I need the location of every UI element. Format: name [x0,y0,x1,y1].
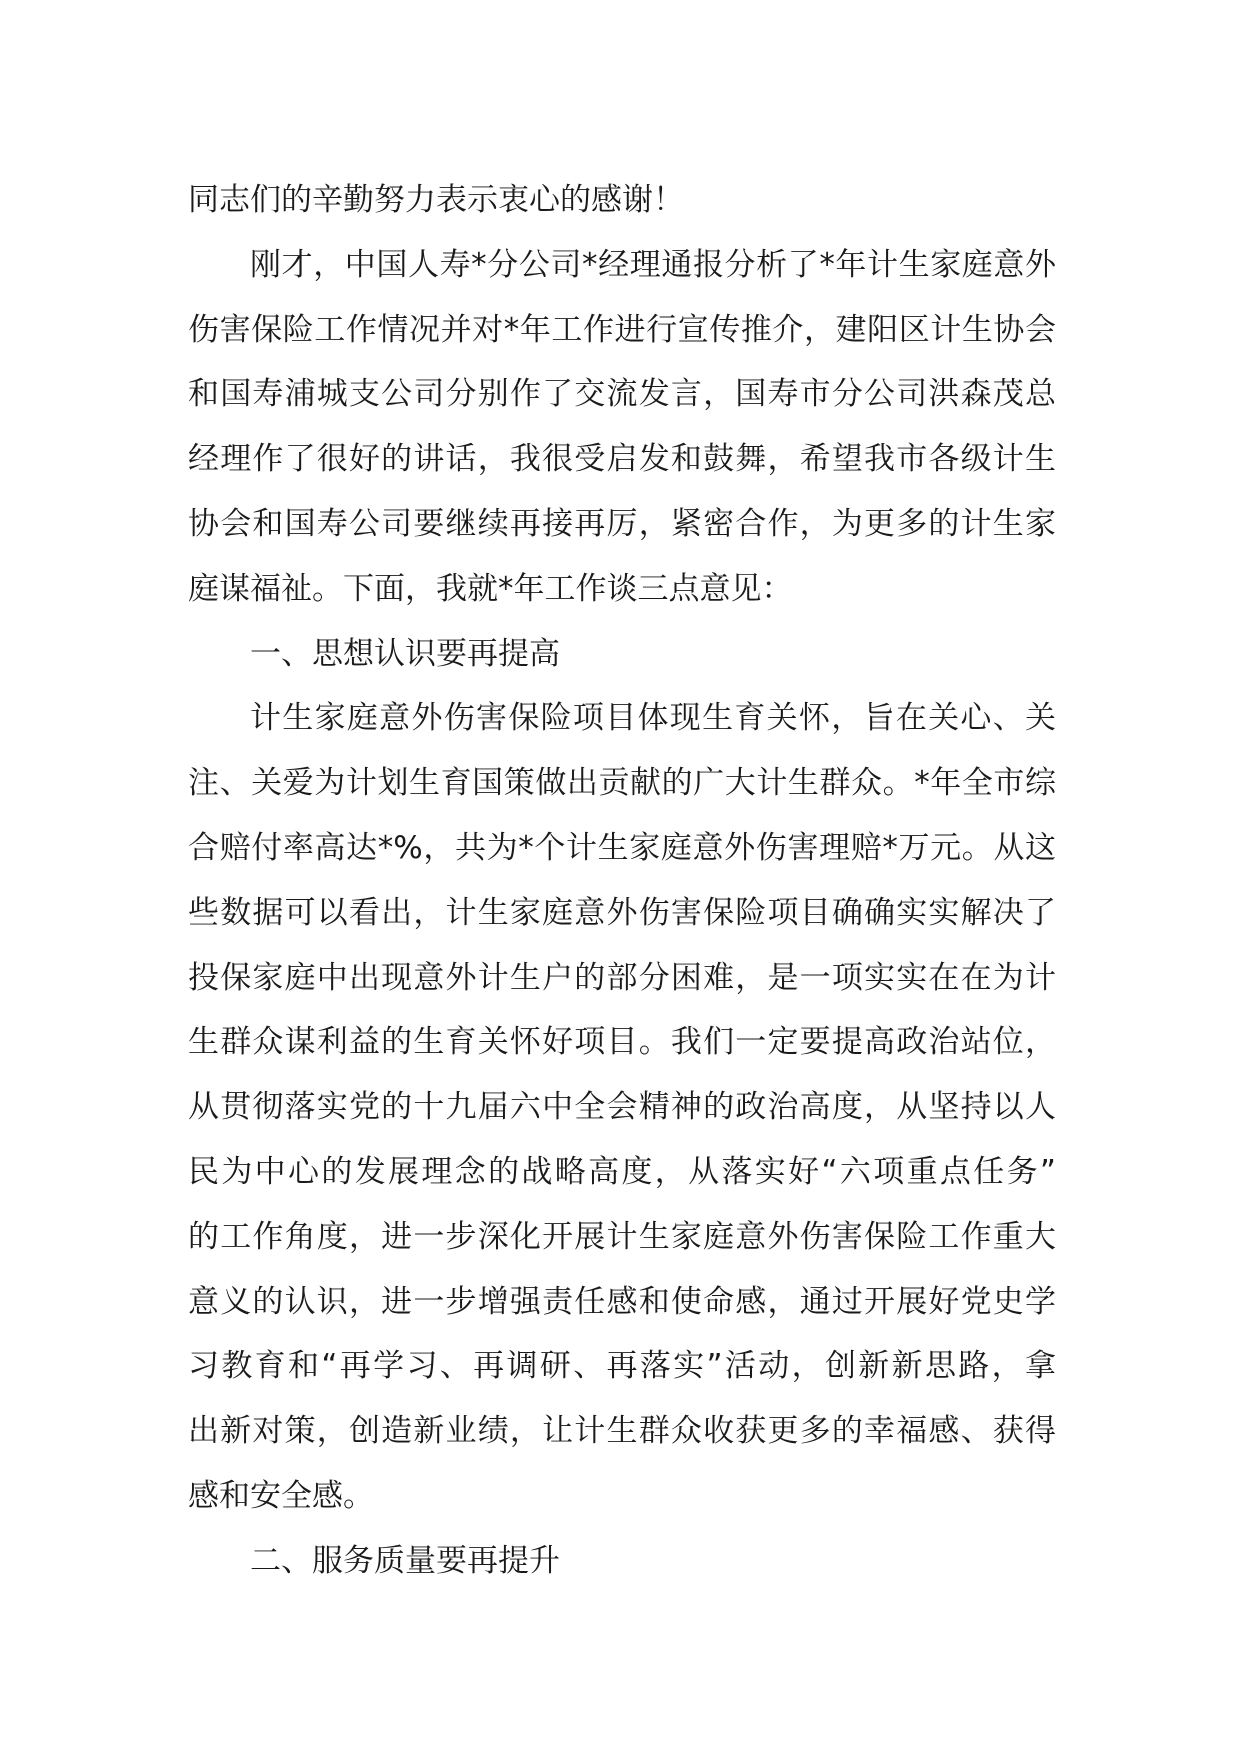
text-line: 生群众谋利益的生育关怀好项目。我们一定要提高政治站位， [188,1024,1056,1061]
paragraph-first-line: 刚才，中国人寿*分公司*经理通报分析了*年计生家庭意外 [250,246,1056,283]
text-line: 注、关爱为计划生育国策做出贡献的广大计生群众。*年全市综 [188,765,1056,802]
text-line: 民为中心的发展理念的战略高度，从落实好“六项重点任务” [188,1153,1056,1190]
text-line: 意义的认识，进一步增强责任感和使命感，通过开展好党史学 [188,1283,1056,1320]
text-line: 同志们的辛勤努力表示衷心的感谢！ [188,182,684,218]
text-line: 习教育和“再学习、再调研、再落实”活动，创新新思路，拿 [188,1348,1056,1385]
text-line: 的工作角度，进一步深化开展计生家庭意外伤害保险工作重大 [188,1218,1056,1255]
text-line: 些数据可以看出，计生家庭意外伤害保险项目确确实实解决了 [188,894,1056,931]
text-line: 投保家庭中出现意外计生户的部分困难，是一项实实在在为计 [188,959,1056,996]
text-line: 合赔付率高达*%，共为*个计生家庭意外伤害理赔*万元。从这 [188,829,1056,866]
text-line: 从贯彻落实党的十九届六中全会精神的政治高度，从坚持以人 [188,1089,1056,1126]
text-line: 感和安全感。 [188,1477,374,1514]
text-line: 和国寿浦城支公司分别作了交流发言，国寿市分公司洪森茂总 [188,376,1056,413]
text-line: 出新对策，创造新业绩，让计生群众收获更多的幸福感、获得 [188,1413,1056,1450]
text-line: 庭谋福祉。下面，我就*年工作谈三点意见： [188,570,793,607]
section-heading: 一、思想认识要再提高 [250,635,560,672]
section-heading: 二、服务质量要再提升 [250,1542,560,1579]
text-line: 经理作了很好的讲话，我很受启发和鼓舞，希望我市各级计生 [188,441,1056,478]
text-line: 协会和国寿公司要继续再接再厉，紧密合作，为更多的计生家 [188,505,1056,542]
paragraph-first-line: 计生家庭意外伤害保险项目体现生育关怀，旨在关心、关 [250,700,1056,737]
text-line: 伤害保险工作情况并对*年工作进行宣传推介，建阳区计生协会 [188,311,1056,348]
